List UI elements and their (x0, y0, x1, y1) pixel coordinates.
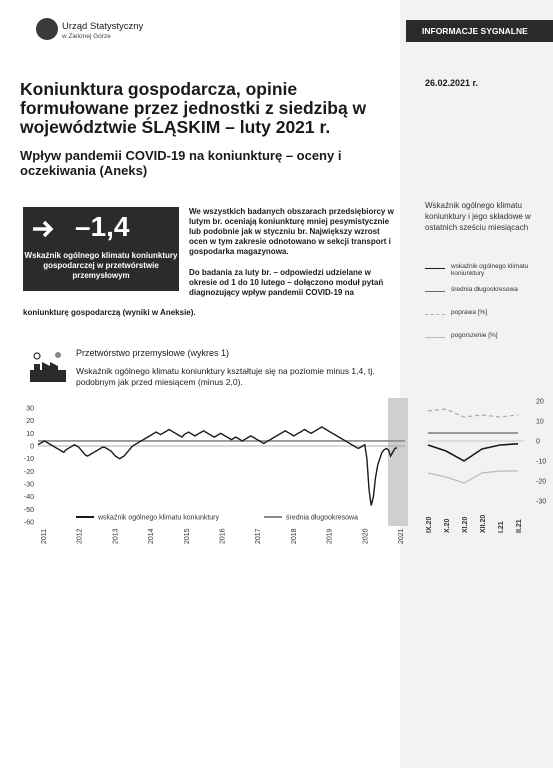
x-tick-label: I.21 (498, 521, 505, 533)
legend-item-improvement (425, 309, 545, 316)
y-tick-label: 20 (26, 418, 34, 426)
y-tick-label: 10 (26, 430, 34, 438)
y-tick-label: -10 (23, 456, 34, 464)
legend-item-indicator (425, 263, 545, 277)
series-line-1 (428, 444, 518, 461)
section-title: Przetwórstwo przemysłowe (wykres 1) (76, 348, 230, 358)
intro-paragraph-1: We wszystkich badanych obszarach przedsiębiorcy w lutym br. oceniają koniunkturę mniej pesymistycznie lub podobnie jak w styczniu br. Największy wzrost ocen w tym zakresie odnotowano w sekcji transport i gospodarka magazynowa. (189, 207, 394, 256)
logo-icon (36, 18, 58, 40)
y-tick-label: -50 (23, 506, 34, 514)
y-tick-label: -30 (23, 481, 34, 489)
intro-paragraph-2-continued: koniunkturę gospodarczą (wyniki w Aneksie). (23, 308, 196, 317)
x-tick-label: 2013 (112, 528, 120, 544)
y-tick-label: -20 (536, 478, 547, 486)
y-tick-label: -20 (23, 468, 34, 476)
x-tick-label: 2012 (76, 528, 84, 544)
indicator-label: Wskaźnik ogólnego klimatu koniunktury gospodarczej w przetwórstwie przemysłowym (24, 251, 178, 280)
arrow-right-icon (31, 219, 57, 239)
section-description: Wskaźnik ogólnego klimatu koniunktury kształtuje się na poziomie minus 1,4, tj. podobnym jak przed miesiącem (minus 2,0). (76, 366, 375, 387)
legend-label: wskaźnik ogólnego klimatu koniunktury (451, 263, 529, 277)
x-tick-label: XI.20 (462, 516, 469, 533)
indicator-box (23, 207, 179, 291)
document-type-tag: INFORMACJE SYGNALNE (406, 20, 553, 42)
legend-item-deterioration (425, 332, 545, 339)
series-line-indicator (38, 427, 397, 506)
page-title: Koniunktura gospodarcza, opinie formułowane przez jednostki z siedzibą w województwie ŚLĄSKIM – luty 2021 r. (20, 79, 367, 137)
x-tick-label: 2018 (290, 528, 298, 544)
series-line-4 (428, 471, 518, 483)
main-indicator-chart (10, 398, 410, 548)
x-tick-label: 2016 (219, 528, 227, 544)
y-tick-label: 0 (30, 443, 34, 451)
legend-label-indicator: wskaźnik ogólnego klimatu koniunktury (98, 514, 220, 522)
factory-icon (28, 350, 68, 384)
y-tick-label: 10 (536, 418, 544, 426)
y-tick-label: 0 (536, 438, 540, 446)
sidebar-panel (400, 0, 553, 768)
y-tick-label: 20 (536, 398, 544, 406)
recent-period-shading (388, 398, 408, 526)
legend-label-long-term-average: średnia długookresowa (286, 514, 358, 522)
x-tick-label: 2021 (398, 528, 405, 544)
x-tick-label: X.20 (444, 518, 451, 533)
y-tick-label: -40 (23, 494, 34, 502)
x-tick-label: II.21 (516, 519, 523, 533)
legend-label: poprawa [%] (451, 309, 488, 316)
legend-item-long-term-average (425, 286, 545, 293)
x-tick-label: 2011 (41, 528, 48, 544)
page-subtitle: Wpływ pandemii COVID-19 na koniunkturę – oceny i oczekiwania (Aneks) (20, 148, 342, 178)
y-tick-label: -30 (536, 498, 547, 506)
x-tick-label: XII.20 (480, 514, 487, 533)
x-tick-label: 2017 (255, 528, 263, 544)
logo-name-line2: w Zielonej Górze (62, 33, 111, 40)
intro-paragraph-2: Do badania za luty br. – odpowiedzi udzielane w okresie od 1 do 10 lutego – dołączono moduł pytań diagnozujący wpływ pandemii COVID-19 na (189, 268, 384, 297)
logo-name-line1: Urząd Statystyczny (62, 21, 144, 32)
x-tick-label: IX.20 (426, 516, 433, 533)
legend-label: średnia długookresowa (451, 286, 518, 293)
x-tick-label: 2019 (326, 528, 334, 544)
sidebar-chart-caption: Wskaźnik ogólnego klimatu koniunktury i jego składowe w ostatnich sześciu miesiącach (425, 201, 531, 232)
publication-date: 26.02.2021 r. (425, 78, 479, 88)
sidebar-six-month-chart (418, 395, 550, 535)
y-tick-label: -60 (23, 519, 34, 527)
x-tick-label: 2020 (362, 528, 370, 544)
y-tick-label: -10 (536, 458, 547, 466)
legend-label: pogorszenie [%] (451, 332, 498, 339)
y-tick-label: 30 (26, 405, 34, 413)
indicator-value: –1,4 (75, 211, 130, 242)
x-tick-label: 2014 (148, 528, 156, 544)
x-tick-label: 2015 (183, 528, 191, 544)
series-line-3 (428, 409, 518, 417)
